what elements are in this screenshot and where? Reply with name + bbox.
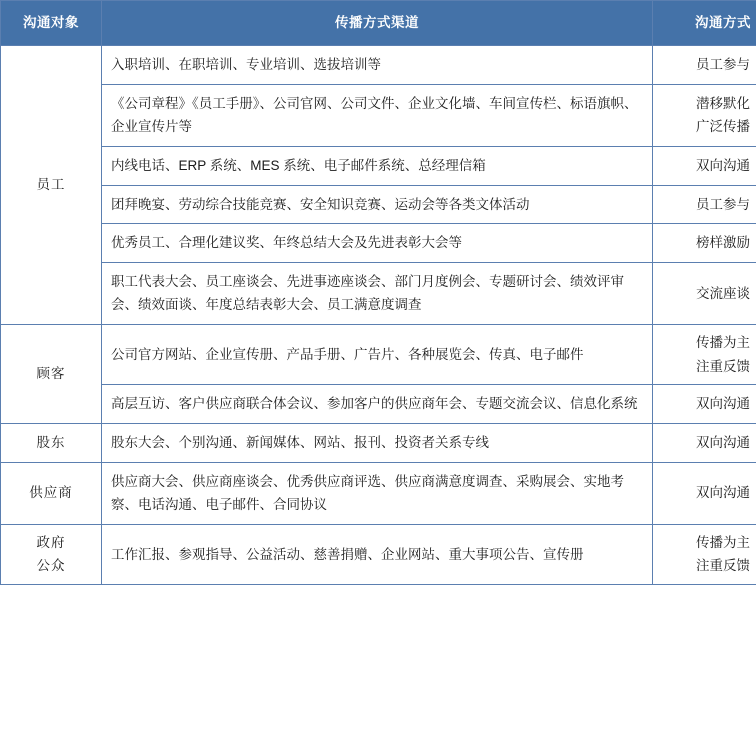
cell-audience: 供应商 bbox=[1, 462, 102, 524]
table-row bbox=[1, 262, 756, 324]
cell-mode bbox=[653, 84, 756, 146]
cell-channel: 工作汇报、参观指导、公益活动、慈善捐赠、企业网站、重大事项公告、宣传册 bbox=[102, 524, 653, 584]
table-row bbox=[1, 146, 756, 185]
table-row bbox=[1, 224, 756, 263]
cell-channel: 《公司章程》《员工手册》、公司官网、公司文件、企业文化墙、车间宣传栏、标语旗帜、企业宣传片等 bbox=[102, 84, 653, 146]
cell-mode bbox=[653, 262, 756, 324]
cell-audience: 顾客 bbox=[1, 325, 102, 424]
cell-channel: 股东大会、个别沟通、新闻媒体、网站、报刊、投资者关系专线 bbox=[102, 423, 653, 462]
cell-audience: 股东 bbox=[1, 423, 102, 462]
column-header-channel: 传播方式渠道 bbox=[102, 1, 653, 46]
cell-channel: 内线电话、ERP 系统、MES 系统、电子邮件系统、总经理信箱 bbox=[102, 146, 653, 185]
table-header-row bbox=[1, 1, 756, 46]
mode-line: 传播为主 bbox=[696, 335, 750, 350]
mode-line: 员工参与 bbox=[696, 57, 750, 72]
cell-channel: 团拜晚宴、劳动综合技能竞赛、安全知识竞赛、运动会等各类文体活动 bbox=[102, 185, 653, 224]
cell-channel: 公司官方网站、企业宣传册、产品手册、广告片、各种展览会、传真、电子邮件 bbox=[102, 325, 653, 385]
table-row bbox=[1, 46, 756, 85]
cell-mode bbox=[653, 524, 756, 584]
cell-mode bbox=[653, 185, 756, 224]
cell-channel: 供应商大会、供应商座谈会、优秀供应商评选、供应商满意度调查、采购展会、实地考察、电话沟通、电子邮件、合同协议 bbox=[102, 462, 653, 524]
mode-line: 双向沟通 bbox=[696, 157, 750, 173]
mode-line: 注重反馈 bbox=[696, 358, 750, 374]
cell-channel: 职工代表大会、员工座谈会、先进事迹座谈会、部门月度例会、专题研讨会、绩效评审会、绩效面谈、年度总结表彰大会、员工满意度调查 bbox=[102, 262, 653, 324]
mode-line: 员工参与 bbox=[696, 196, 750, 212]
mode-line: 双向沟通 bbox=[696, 396, 750, 412]
table-row bbox=[1, 524, 756, 584]
column-header-mode: 沟通方式 bbox=[653, 1, 756, 46]
mode-line: 潜移默化 bbox=[696, 95, 750, 111]
mode-line: 广泛传播 bbox=[696, 119, 750, 135]
cell-mode bbox=[653, 325, 756, 385]
cell-mode bbox=[653, 224, 756, 263]
table-row bbox=[1, 84, 756, 146]
cell-channel: 入职培训、在职培训、专业培训、选拔培训等 bbox=[102, 46, 653, 85]
cell-channel: 高层互访、客户供应商联合体会议、参加客户的供应商年会、专题交流会议、信息化系统 bbox=[102, 385, 653, 424]
table-row bbox=[1, 423, 756, 462]
mode-line: 双向沟通 bbox=[696, 434, 750, 450]
table-row bbox=[1, 185, 756, 224]
mode-line: 榜样激励 bbox=[696, 235, 750, 251]
cell-audience: 政府 公众 bbox=[1, 524, 102, 584]
mode-line: 交流座谈 bbox=[696, 285, 750, 301]
table-header bbox=[1, 1, 756, 46]
mode-line: 传播为主 bbox=[696, 534, 750, 550]
mode-line: 注重反馈 bbox=[696, 558, 750, 574]
cell-mode bbox=[653, 423, 756, 462]
table-row bbox=[1, 462, 756, 524]
table-row bbox=[1, 385, 756, 424]
table-row bbox=[1, 325, 756, 385]
table-body bbox=[1, 46, 756, 585]
cell-mode bbox=[653, 46, 756, 85]
cell-mode bbox=[653, 385, 756, 424]
cell-mode bbox=[653, 146, 756, 185]
column-header-audience: 沟通对象 bbox=[1, 1, 102, 46]
cell-channel: 优秀员工、合理化建议奖、年终总结大会及先进表彰大会等 bbox=[102, 224, 653, 263]
cell-mode bbox=[653, 462, 756, 524]
mode-line: 双向沟通 bbox=[696, 485, 750, 501]
cell-audience: 员工 bbox=[1, 46, 102, 325]
